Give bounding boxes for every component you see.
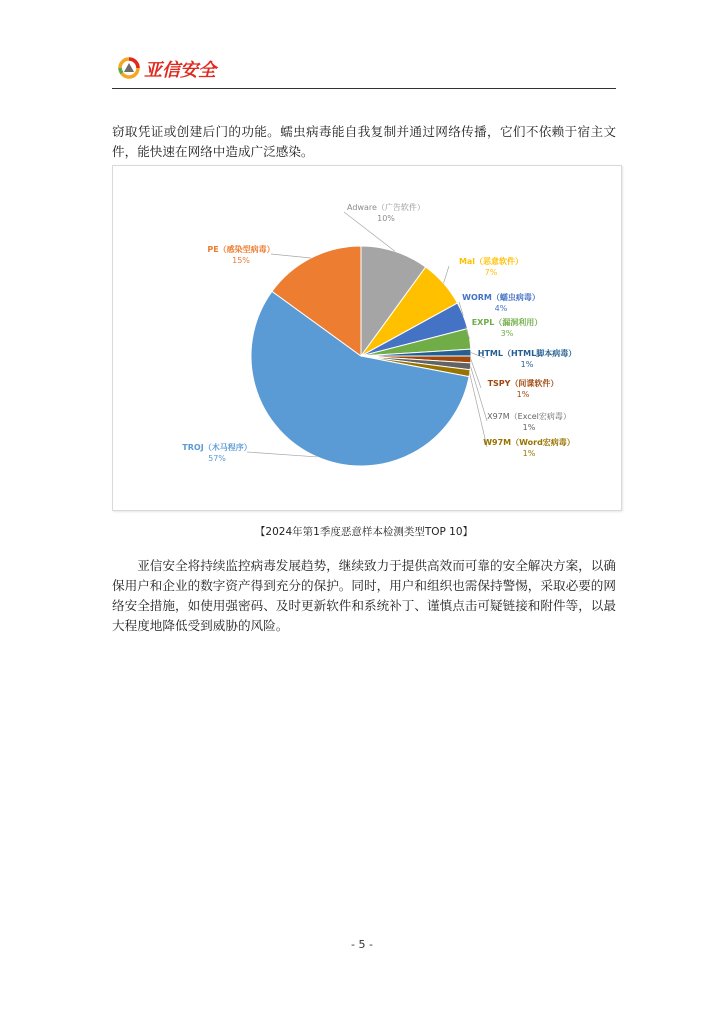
leader-line: [470, 373, 487, 447]
slice-label: WORM（蠕虫病毒）: [462, 293, 540, 302]
slice-label: Mal（恶意软件）: [458, 257, 524, 266]
slice-label: TSPY（间谍软件）: [487, 379, 559, 388]
leader-line: [444, 266, 449, 283]
slice-percent-label: 1%: [522, 423, 536, 432]
header-divider: [112, 88, 616, 89]
pie-chart-container: [112, 165, 622, 511]
body-paragraph-conclusion: 亚信安全将持续监控病毒发展趋势，继续致力于提供高效而可靠的安全解决方案，以确保用户和企业的数字资产得到充分的保护。同时，用户和组织也需保持警惕，采取必要的网络安全措施，如使用强密码、及时更新软件和系统补丁、谨慎点击可疑链接和附件等，以最大程度地降低受到威胁的风险。: [112, 558, 616, 633]
page-number: - 5 -: [351, 938, 373, 951]
slice-percent-label: 3%: [500, 329, 514, 338]
slice-percent-label: 1%: [516, 390, 530, 399]
pie-chart: [113, 166, 621, 510]
body-paragraph-intro: 窃取凭证或创建后门的功能。蠕虫病毒能自我复制并通过网络传播，它们不依赖于宿主文件，能快速在网络中造成广泛感染。: [112, 124, 616, 159]
triangle-ring-logo-icon: [118, 57, 140, 79]
leader-line: [271, 254, 311, 258]
slice-percent-label: 10%: [377, 214, 395, 223]
slice-percent-label: 57%: [208, 454, 226, 463]
slice-percent-label: 15%: [232, 256, 250, 265]
slice-percent-label: 4%: [494, 304, 508, 313]
slice-label: X97M（Excel宏病毒）: [487, 412, 571, 421]
slice-percent-label: 7%: [484, 268, 498, 277]
slice-label: TROJ（木马程序）: [182, 443, 252, 452]
slice-label: W97M（Word宏病毒）: [483, 438, 575, 447]
leader-line: [247, 452, 317, 457]
slice-label: EXPL（漏洞利用）: [471, 318, 543, 327]
page-header: [112, 52, 616, 90]
slice-percent-label: 1%: [520, 360, 534, 369]
slice-label: PE（感染型病毒）: [207, 245, 275, 254]
chart-caption: 【2024年第1季度恶意样本检测类型TOP 10】: [254, 526, 474, 538]
slice-label: HTML（HTML脚本病毒）: [477, 349, 577, 358]
slice-label: Adware（广告软件）: [347, 203, 425, 212]
slice-percent-label: 1%: [522, 449, 536, 458]
brand-name: 亚信安全: [144, 60, 216, 81]
